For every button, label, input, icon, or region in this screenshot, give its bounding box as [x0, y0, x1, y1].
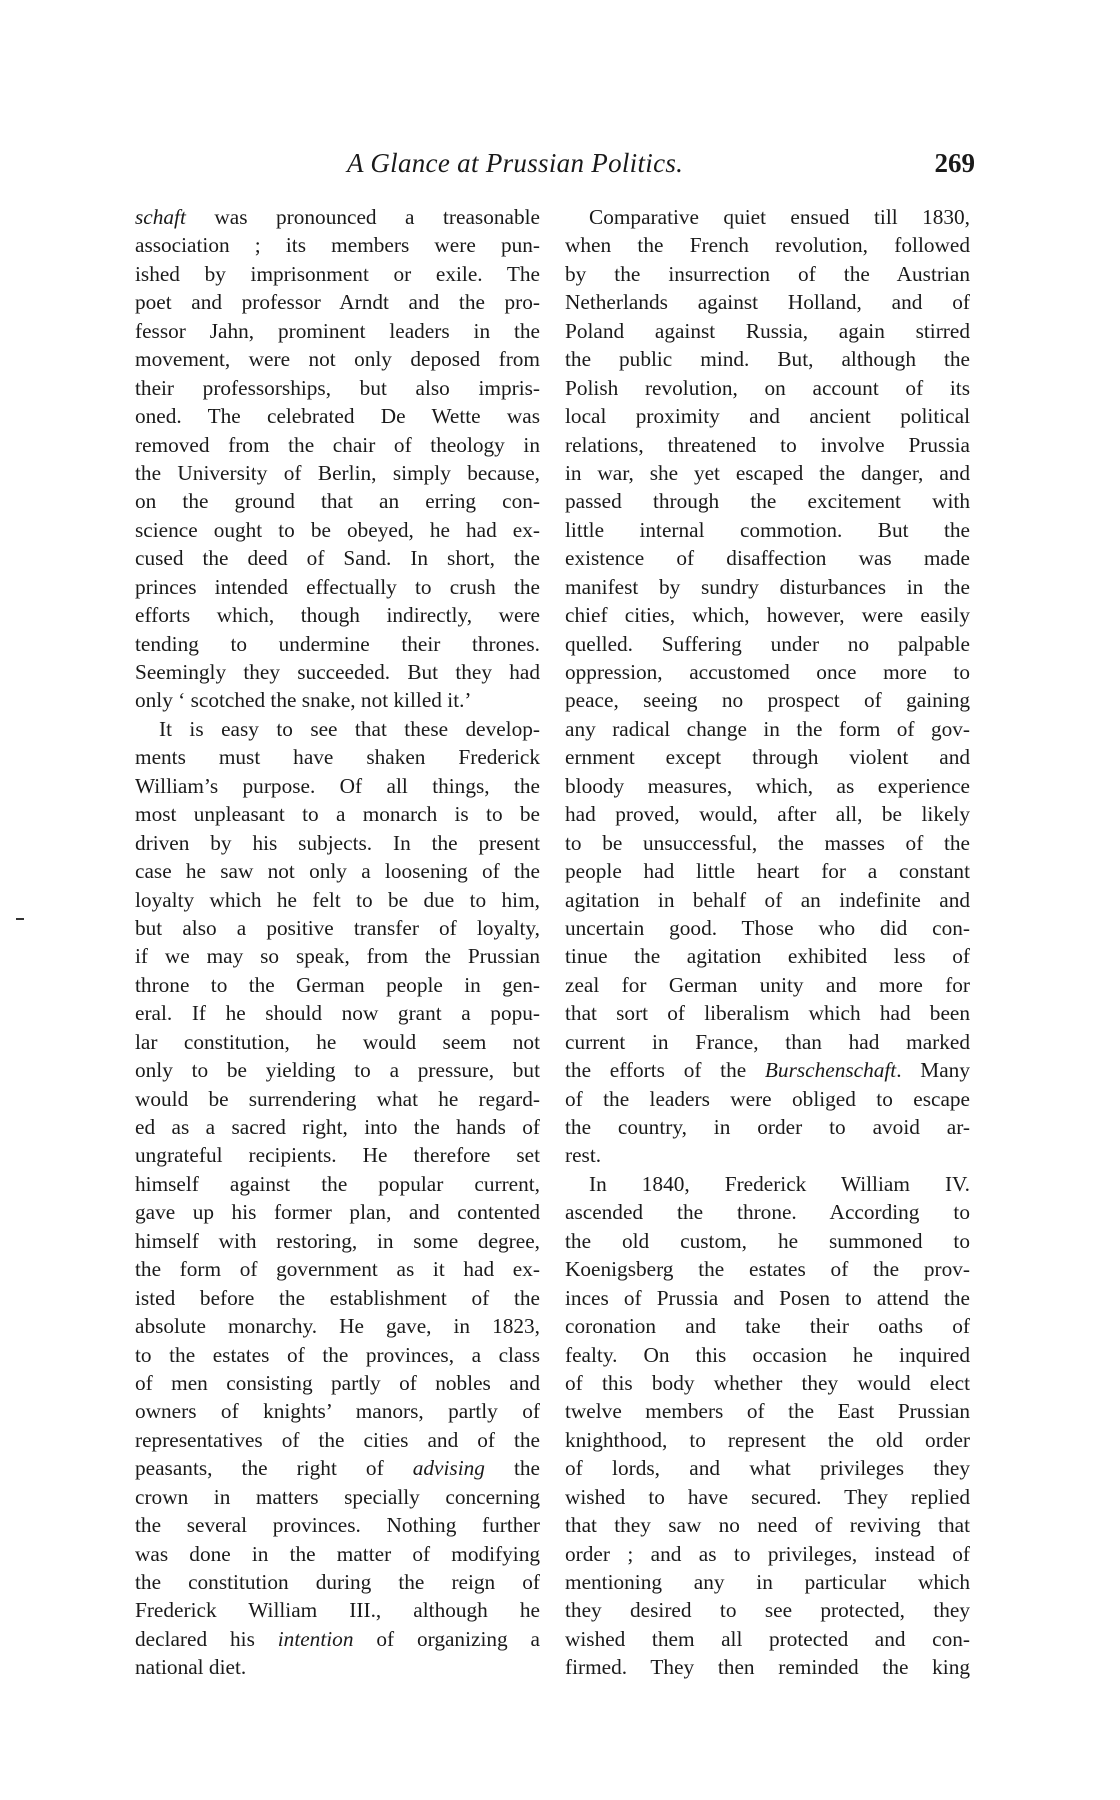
text-line: [565, 1312, 970, 1340]
text-line: [565, 1113, 970, 1141]
line-text: any radical change in the form of gov-: [565, 716, 970, 741]
text-line: [565, 1511, 970, 1539]
line-text: only ‘ scotched the snake, not killed it.’: [135, 688, 472, 713]
line-text: was done in the matter of modifying: [135, 1541, 540, 1566]
text-line: [565, 658, 970, 686]
text-line: [565, 288, 970, 316]
line-text: but also a positive transfer of loyalty,: [135, 915, 540, 940]
line-text: movement, were not only deposed from: [135, 347, 540, 372]
text-line: [135, 1227, 540, 1255]
text-line: [565, 886, 970, 914]
line-text: Koenigsberg the estates of the prov-: [565, 1257, 970, 1282]
text-line: [565, 601, 970, 629]
text-line: [565, 1454, 970, 1482]
right-column: [565, 203, 970, 1682]
text-line: [135, 1454, 540, 1482]
text-line: [135, 942, 540, 970]
italic-term: advising: [412, 1456, 485, 1481]
line-text: current in France, than had marked: [565, 1029, 970, 1054]
text-line: [565, 1056, 970, 1084]
line-text: firmed. They then reminded the king: [565, 1655, 970, 1680]
line-text: ungrateful recipients. He therefore set: [135, 1143, 540, 1168]
line-text: Polish revolution, on account of its: [565, 375, 970, 400]
text-line: [135, 203, 540, 231]
text-line: [565, 1028, 970, 1056]
text-line: [565, 1483, 970, 1511]
line-text: agitation in behalf of an indefinite and: [565, 887, 970, 912]
text-line: [565, 942, 970, 970]
running-title: A Glance at Prussian Politics.: [347, 148, 684, 178]
line-text: princes intended effectually to crush the: [135, 574, 540, 599]
line-text: science ought to be obeyed, he had ex-: [135, 517, 540, 542]
line-text: peasants, the right of: [135, 1456, 413, 1481]
text-line: [135, 829, 540, 857]
text-line: [135, 914, 540, 942]
text-line: [135, 1113, 540, 1141]
text-line: [565, 1540, 970, 1568]
text-line: [135, 1397, 540, 1425]
text-line: [135, 544, 540, 572]
text-line: [565, 715, 970, 743]
text-line: [565, 1141, 970, 1169]
line-text: oppression, accustomed once more to: [565, 660, 970, 684]
line-text: himself against the popular current,: [135, 1171, 540, 1196]
line-text: only to be yielding to a pressure, but: [135, 1058, 540, 1083]
text-line: [565, 1170, 970, 1198]
text-line: [565, 1397, 970, 1425]
line-text: of lords, and what privileges they: [565, 1456, 970, 1481]
line-text: was pronounced a treasonable: [185, 205, 540, 229]
text-line: [565, 317, 970, 345]
line-text: poet and professor Arndt and the pro-: [135, 290, 540, 315]
line-text: manifest by sundry disturbances in the: [565, 574, 970, 599]
line-text: peace, seeing no prospect of gaining: [565, 688, 970, 713]
text-line: [135, 971, 540, 999]
line-text: most unpleasant to a monarch is to be: [135, 802, 540, 827]
line-text: chief cities, which, however, were easily: [565, 603, 970, 628]
line-text: their professorships, but also impris-: [135, 375, 540, 400]
page-number: 269: [934, 148, 975, 178]
line-text: William’s purpose. Of all things, the: [135, 773, 540, 798]
text-line: [135, 1653, 540, 1681]
line-text: representatives of the cities and of the: [135, 1427, 540, 1452]
line-text: association ; its members were pun-: [135, 233, 540, 258]
line-text: wished them all protected and con-: [565, 1626, 970, 1651]
line-text: uncertain good. Those who did con-: [565, 915, 970, 940]
line-text: owners of knights’ manors, partly of: [135, 1399, 540, 1424]
line-text: the several provinces. Nothing further: [135, 1513, 540, 1538]
text-line: [565, 1426, 970, 1454]
line-text: of organizing a: [353, 1626, 541, 1651]
line-text: national diet.: [135, 1655, 247, 1680]
line-text: wished to have secured. They replied: [565, 1484, 970, 1509]
line-text: bloody measures, which, as experience: [565, 773, 970, 798]
text-line: [135, 1284, 540, 1312]
text-line: [565, 374, 970, 402]
line-text: relations, threatened to involve Prussia: [565, 432, 970, 457]
text-line: [565, 743, 970, 771]
line-text: inces of Prussia and Posen to attend the: [565, 1285, 970, 1310]
page-header: [347, 148, 975, 188]
line-text: the public mind. But, although the: [565, 347, 970, 372]
text-line: [565, 1341, 970, 1369]
line-text: of this body whether they would elect: [565, 1370, 970, 1395]
line-text: ascended the throne. According to: [565, 1200, 970, 1225]
line-text: of men consisting partly of nobles and: [135, 1370, 540, 1395]
line-text: the form of government as it had ex-: [135, 1257, 540, 1282]
line-text: to be unsuccessful, the masses of the: [565, 830, 970, 855]
text-line: [135, 1170, 540, 1198]
italic-term: schaft: [135, 205, 186, 229]
text-line: [135, 999, 540, 1027]
text-line: [135, 1056, 540, 1084]
line-text: oned. The celebrated De Wette was: [135, 404, 540, 429]
text-line: [135, 231, 540, 259]
text-line: [135, 743, 540, 771]
line-text: the constitution during the reign of: [135, 1570, 540, 1594]
line-text: crown in matters specially concerning: [135, 1484, 540, 1509]
line-text: coronation and take their oaths of: [565, 1314, 970, 1339]
text-line: [565, 829, 970, 857]
text-line: [565, 516, 970, 544]
line-text: removed from the chair of theology in: [135, 432, 540, 457]
line-text: gave up his former plan, and contented: [135, 1200, 540, 1225]
text-line: [135, 1341, 540, 1369]
text-line: [565, 1653, 970, 1681]
text-line: [565, 1369, 970, 1397]
line-text: . Many: [896, 1058, 970, 1083]
line-text: ernment except through violent and: [565, 745, 970, 770]
text-line: [135, 1312, 540, 1340]
line-text: would be surrendering what he regard-: [135, 1086, 540, 1111]
text-line: [135, 1596, 540, 1624]
line-text: Comparative quiet ensued till 1830,: [589, 205, 970, 229]
text-line: [135, 459, 540, 487]
line-text: isted before the establishment of the: [135, 1285, 540, 1310]
line-text: eral. If he should now grant a popu-: [135, 1001, 540, 1026]
text-line: [565, 231, 970, 259]
line-text: tinue the agitation exhibited less of: [565, 944, 970, 969]
line-text: tending to undermine their thrones.: [135, 631, 540, 656]
text-line: [565, 1625, 970, 1653]
text-line: [135, 1426, 540, 1454]
line-text: mentioning any in particular which: [565, 1570, 970, 1594]
text-line: [565, 772, 970, 800]
line-text: if we may so speak, from the Prussian: [135, 944, 540, 969]
line-text: Poland against Russia, again stirred: [565, 318, 970, 343]
text-line: [565, 630, 970, 658]
line-text: of the leaders were obliged to escape: [565, 1086, 970, 1111]
text-line: [565, 1255, 970, 1283]
text-line: [135, 573, 540, 601]
line-text: ments must have shaken Frederick: [135, 745, 540, 770]
text-line: [565, 686, 970, 714]
line-text: cused the deed of Sand. In short, the: [135, 546, 540, 571]
text-line: [135, 772, 540, 800]
line-text: little internal commotion. But the: [565, 517, 970, 542]
text-line: [135, 686, 540, 714]
text-line: [135, 1369, 540, 1397]
italic-term: Burschenschaft: [764, 1058, 897, 1083]
italic-term: intention: [277, 1626, 354, 1651]
line-text: rest.: [565, 1143, 602, 1168]
line-text: loyalty which he felt to be due to him,: [135, 887, 540, 912]
line-text: the country, in order to avoid ar-: [565, 1115, 970, 1139]
text-line: [565, 999, 970, 1027]
line-text: they desired to see protected, they: [565, 1598, 970, 1623]
text-line: [135, 374, 540, 402]
text-line: [135, 1483, 540, 1511]
text-line: [565, 260, 970, 288]
left-column: [135, 203, 540, 1682]
margin-dash-mark: [16, 918, 24, 920]
text-line: [565, 971, 970, 999]
text-line: [135, 1568, 540, 1596]
text-line: [135, 487, 540, 515]
text-line: [135, 1511, 540, 1539]
text-line: [135, 1255, 540, 1283]
line-text: had proved, would, after all, be likely: [565, 802, 970, 827]
text-line: [135, 402, 540, 430]
line-text: efforts which, though indirectly, were: [135, 603, 540, 628]
line-text: order ; and as to privileges, instead of: [565, 1541, 970, 1566]
text-line: [565, 1227, 970, 1255]
line-text: the University of Berlin, simply because,: [135, 460, 540, 485]
line-text: when the French revolution, followed: [565, 233, 970, 258]
text-line: [135, 1625, 540, 1653]
line-text: by the insurrection of the Austrian: [565, 261, 970, 286]
text-line: [135, 800, 540, 828]
text-line: [565, 1568, 970, 1596]
text-line: [135, 1085, 540, 1113]
text-line: [565, 1596, 970, 1624]
text-line: [135, 630, 540, 658]
line-text: the old custom, he summoned to: [565, 1228, 970, 1253]
line-text: absolute monarchy. He gave, in 1823,: [135, 1314, 540, 1339]
line-text: case he saw not only a loosening of the: [135, 859, 540, 884]
text-line: [565, 203, 970, 231]
line-text: on the ground that an erring con-: [135, 489, 540, 514]
text-line: [135, 1028, 540, 1056]
text-line: [135, 715, 540, 743]
line-text: that they saw no need of reviving that: [565, 1513, 970, 1538]
line-text: people had little heart for a constant: [565, 859, 970, 884]
text-line: [565, 431, 970, 459]
text-line: [135, 1141, 540, 1169]
line-text: in war, she yet escaped the danger, and: [565, 460, 970, 485]
text-line: [565, 573, 970, 601]
text-line: [565, 402, 970, 430]
text-line: [135, 260, 540, 288]
line-text: It is easy to see that these develop-: [159, 716, 540, 741]
text-line: [135, 857, 540, 885]
text-line: [565, 914, 970, 942]
line-text: twelve members of the East Prussian: [565, 1399, 970, 1424]
line-text: that sort of liberalism which had been: [565, 1001, 970, 1026]
text-line: [135, 516, 540, 544]
text-line: [135, 345, 540, 373]
line-text: ed as a sacred right, into the hands of: [135, 1115, 540, 1139]
text-line: [135, 1540, 540, 1568]
text-line: [135, 317, 540, 345]
line-text: himself with restoring, in some degree,: [135, 1228, 540, 1253]
line-text: throne to the German people in gen-: [135, 972, 540, 997]
text-line: [135, 601, 540, 629]
line-text: quelled. Suffering under no palpable: [565, 631, 970, 656]
line-text: zeal for German unity and more for: [565, 972, 970, 997]
text-line: [565, 487, 970, 515]
line-text: In 1840, Frederick William IV.: [589, 1171, 970, 1196]
line-text: Netherlands against Holland, and of: [565, 290, 970, 315]
text-line: [135, 431, 540, 459]
text-line: [135, 288, 540, 316]
text-line: [135, 886, 540, 914]
line-text: existence of disaffection was made: [565, 546, 970, 571]
line-text: to the estates of the provinces, a class: [135, 1342, 540, 1367]
line-text: ished by imprisonment or exile. The: [135, 261, 540, 286]
line-text: declared his: [135, 1626, 278, 1651]
text-line: [565, 1284, 970, 1312]
text-line: [565, 459, 970, 487]
line-text: knighthood, to represent the old order: [565, 1427, 970, 1452]
text-line: [565, 857, 970, 885]
line-text: Seemingly they succeeded. But they had: [135, 660, 540, 684]
line-text: the efforts of the: [565, 1058, 765, 1083]
text-line: [565, 544, 970, 572]
line-text: Frederick William III., although he: [135, 1598, 540, 1623]
text-line: [135, 658, 540, 686]
line-text: the: [484, 1456, 541, 1481]
line-text: fealty. On this occasion he inquired: [565, 1342, 970, 1367]
line-text: local proximity and ancient political: [565, 404, 970, 429]
line-text: passed through the excitement with: [565, 489, 970, 514]
text-line: [565, 800, 970, 828]
text-line: [565, 345, 970, 373]
text-line: [565, 1085, 970, 1113]
text-line: [565, 1198, 970, 1226]
line-text: driven by his subjects. In the present: [135, 830, 540, 855]
line-text: fessor Jahn, prominent leaders in the: [135, 318, 540, 343]
line-text: lar constitution, he would seem not: [135, 1029, 540, 1054]
text-line: [135, 1198, 540, 1226]
